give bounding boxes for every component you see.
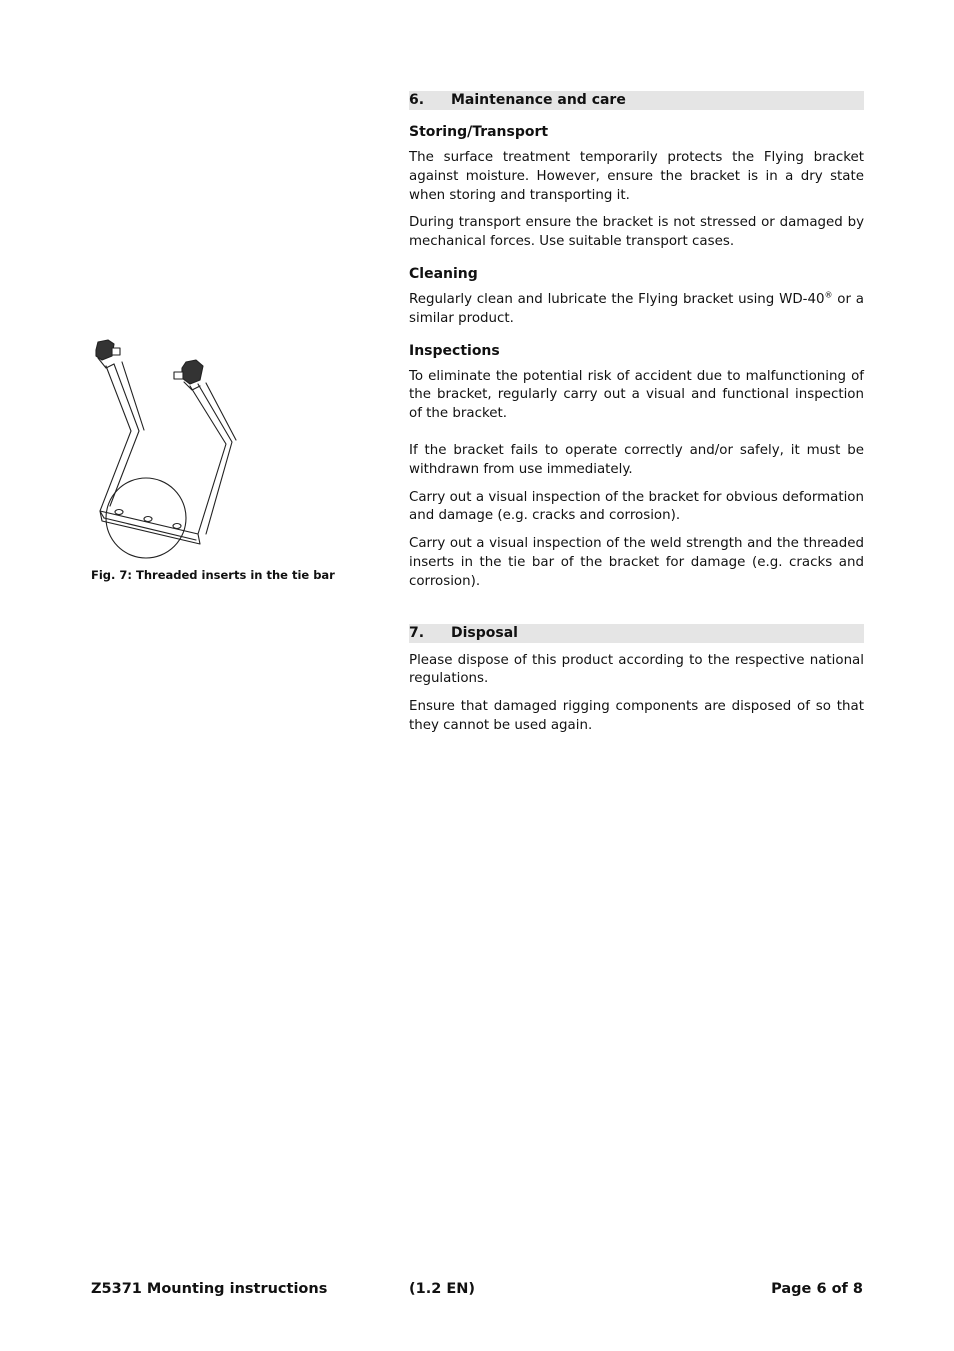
section-6-heading <box>409 91 864 110</box>
inspections-paragraph-3: Carry out a visual inspection of the bracket for obvious deformation and damage (e.g. cracks and corrosion). <box>409 489 864 524</box>
registered-mark: ® <box>824 290 833 300</box>
section-title: Disposal <box>451 624 518 641</box>
footer-page-number: Page 6 of 8 <box>771 1281 863 1297</box>
flying-bracket-icon <box>86 336 346 566</box>
footer-document-title: Z5371 Mounting instructions <box>91 1281 328 1297</box>
inspections-paragraph-2: If the bracket fails to operate correctly and/or safely, it must be withdrawn from use immediately. <box>409 442 864 477</box>
storing-heading: Storing/Transport <box>409 124 549 140</box>
inspections-heading: Inspections <box>409 342 500 359</box>
content-column <box>409 91 864 745</box>
inspections-paragraph-1: To eliminate the potential risk of accident due to malfunctioning of the bracket, regularly carry out a visual and functional inspection of the bracket. <box>409 368 864 422</box>
disposal-paragraph-1: Please dispose of this product according to the respective national regulations. <box>409 652 864 687</box>
section-number: 6. <box>409 92 425 108</box>
section-number: 7. <box>409 624 425 641</box>
cleaning-paragraph: Regularly clean and lubricate the Flying bracket using WD-40® or a similar product. <box>409 290 864 326</box>
storing-paragraph-2: During transport ensure the bracket is not stressed or damaged by mechanical forces. Use suitable transport cases. <box>409 215 864 250</box>
section-7-heading <box>409 624 864 643</box>
inspections-paragraph-4: Carry out a visual inspection of the weld strength and the threaded inserts in the tie bar of the bracket for damage (e.g. cracks and corrosion). <box>409 536 864 589</box>
storing-paragraph-1: The surface treatment temporarily protects the Flying bracket against moisture. However, ensure the bracket is in a dry state when storing and transporting it. <box>409 150 864 203</box>
footer-version: (1.2 EN) <box>409 1281 476 1297</box>
cleaning-heading: Cleaning <box>409 265 478 282</box>
disposal-paragraph-2: Ensure that damaged rigging components are disposed of so that they cannot be used again. <box>409 699 864 733</box>
bracket-figure <box>86 336 346 566</box>
figure-caption: Fig. 7: Threaded inserts in the tie bar <box>91 568 335 582</box>
section-title: Maintenance and care <box>451 92 626 108</box>
